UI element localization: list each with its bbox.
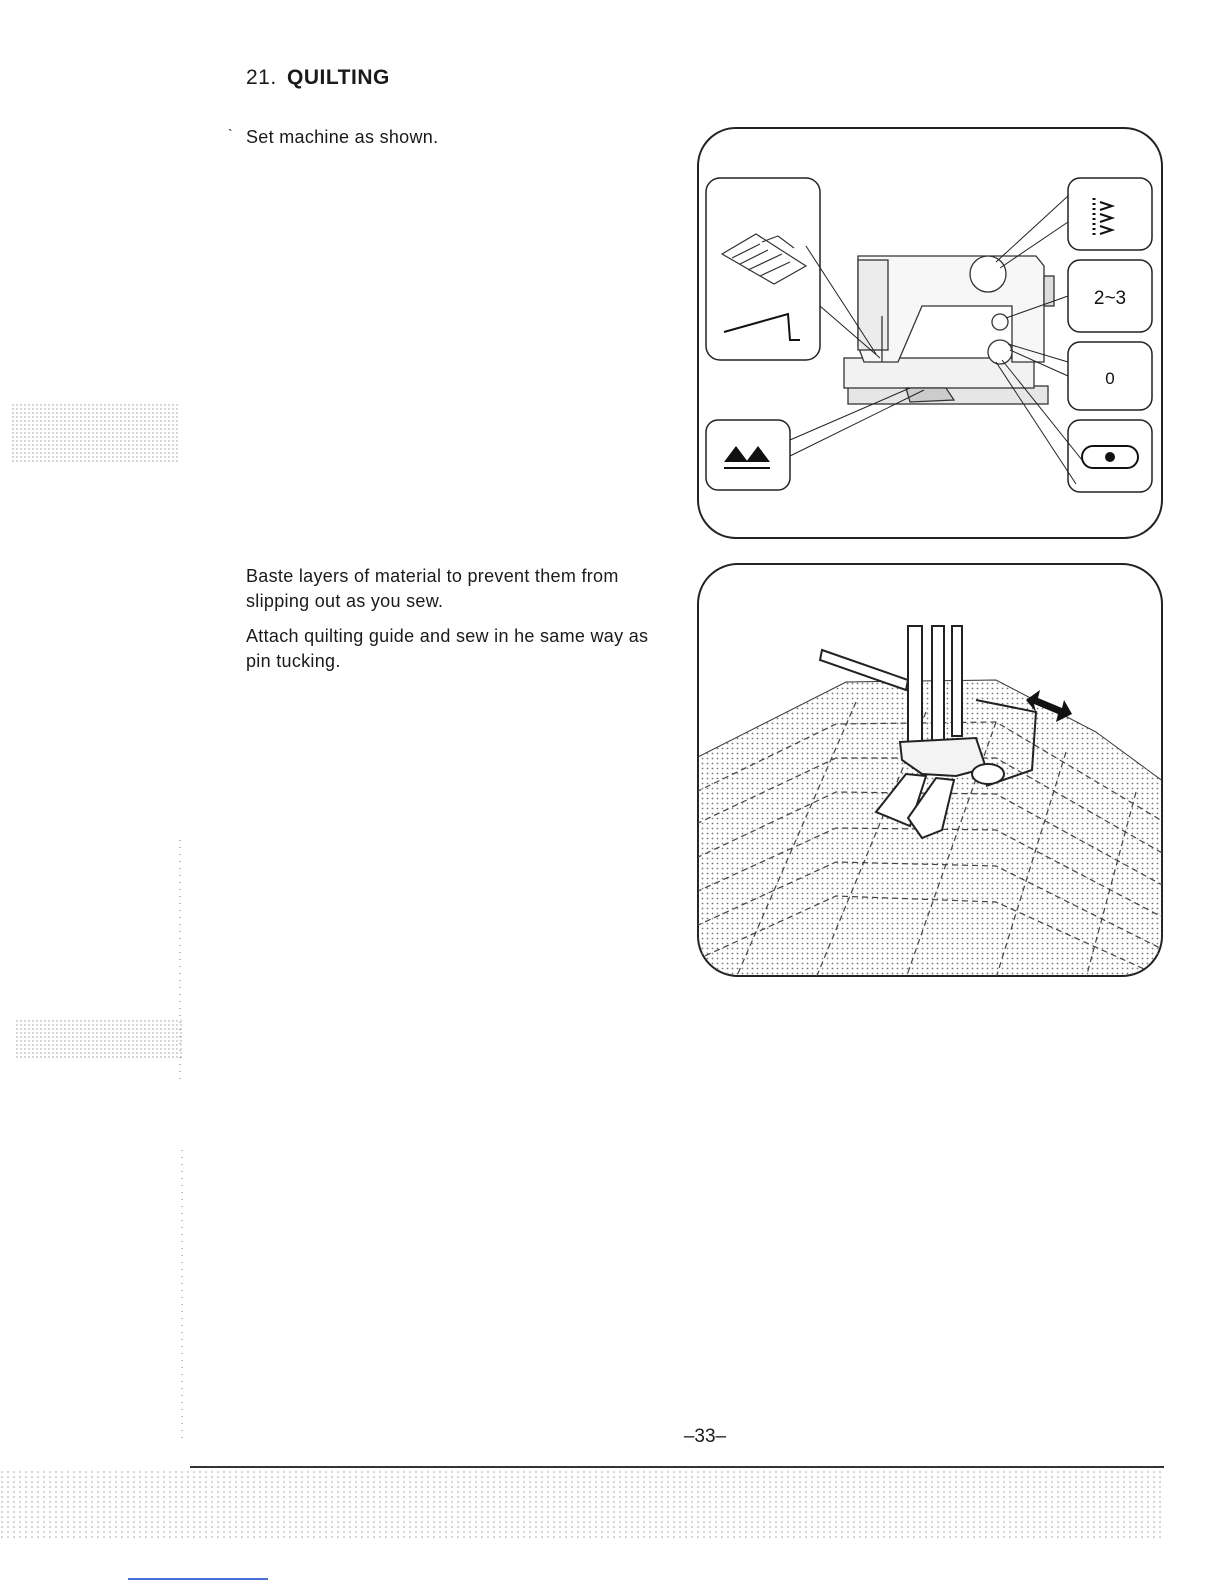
instruction-set-machine: Set machine as shown.	[246, 127, 439, 147]
instruction-baste: Baste layers of material to prevent them from slipping out as you sew.	[246, 566, 619, 611]
scan-edge-line	[128, 1578, 268, 1580]
stitch-width-panel	[1068, 342, 1152, 410]
presser-foot-panel	[706, 178, 820, 360]
stitch-length-panel	[1068, 260, 1152, 332]
needle-position-panel	[1068, 420, 1152, 492]
scan-noise	[0, 0, 200, 1584]
page-number: –33–	[683, 1426, 727, 1447]
pattern-panel	[1068, 178, 1152, 250]
margin-mark: `	[228, 126, 233, 142]
section-heading	[246, 66, 390, 90]
feed-dog-panel	[706, 420, 790, 490]
quilting-illustration	[696, 562, 1164, 978]
stitch-length-value: 2~3	[1093, 288, 1127, 309]
scan-band	[0, 1455, 1224, 1545]
section-number: 21.	[246, 66, 277, 89]
instruction-attach-guide: Attach quilting guide and sew in he same way as pin tucking.	[246, 626, 649, 671]
machine-settings-figure	[696, 126, 1164, 540]
stitch-width-value: 0	[1105, 369, 1115, 388]
section-title: QUILTING	[287, 66, 390, 89]
